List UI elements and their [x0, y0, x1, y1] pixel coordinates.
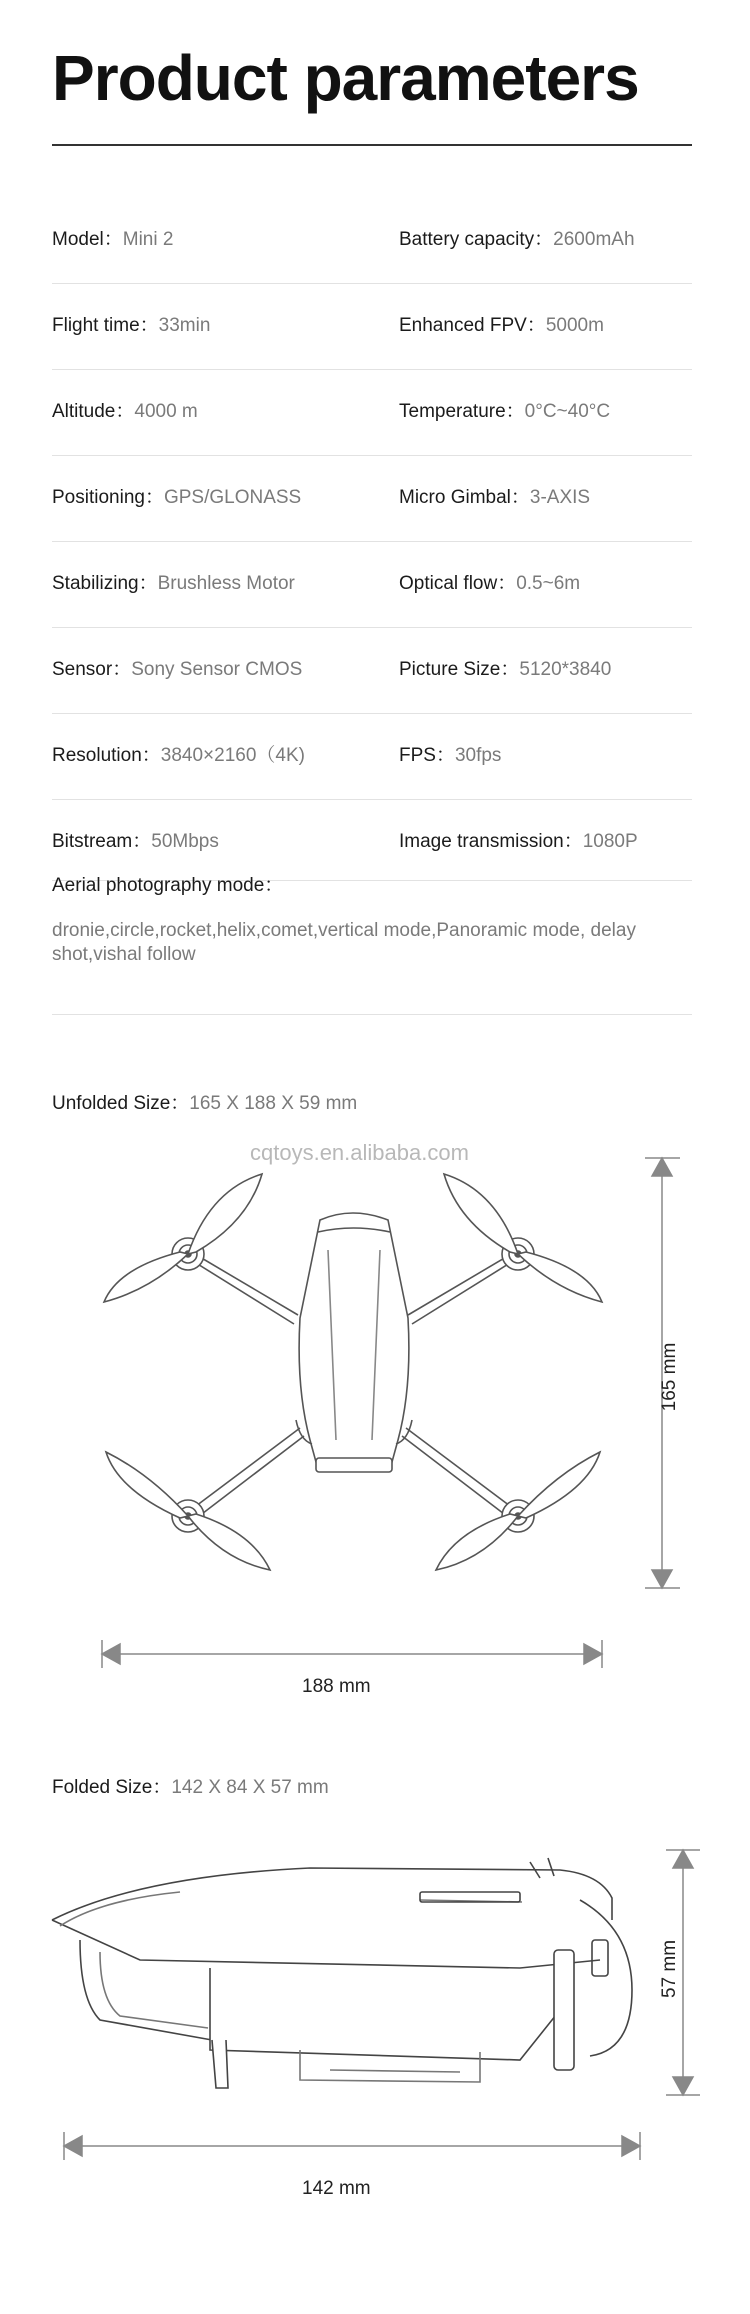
- spec-item: [52, 826, 219, 853]
- aerial-modes: [52, 870, 692, 967]
- spec-label: Model：: [52, 229, 123, 250]
- title-divider: [52, 144, 692, 146]
- aerial-modes-list: dronie,circle,rocket,helix,comet,vertical mode,Panoramic mode, delay shot,vishal follow: [52, 920, 636, 965]
- folded-width-label: 142 mm: [302, 2178, 371, 2199]
- propeller: [188, 1174, 262, 1254]
- spec-item: [399, 310, 604, 337]
- folded-size: [52, 1772, 329, 1799]
- folded-drone-drawing: [0, 1840, 750, 2170]
- watermark: cqtoys.en.alibaba.com: [250, 1140, 469, 1165]
- spec-item: [399, 224, 635, 251]
- drone-rear-panel: [316, 1458, 392, 1472]
- spec-row: [52, 284, 692, 370]
- spec-value: 1080P: [582, 831, 638, 852]
- spec-table: [52, 198, 692, 881]
- folded-body-top: [52, 1868, 612, 1920]
- spec-label: FPS：: [399, 745, 455, 766]
- spec-label: Picture Size：: [399, 659, 520, 680]
- camera-gimbal: [592, 1940, 608, 1976]
- spec-label: Stabilizing：: [52, 573, 158, 594]
- spec-value: 5120*3840: [519, 659, 612, 680]
- spec-value: 5000m: [545, 315, 604, 336]
- propeller: [436, 1514, 518, 1570]
- spec-item: [399, 568, 580, 595]
- spec-label: Resolution：: [52, 745, 161, 766]
- spec-label: Battery capacity：: [399, 229, 554, 250]
- spec-label: Positioning：: [52, 487, 164, 508]
- propeller: [518, 1252, 602, 1302]
- unfolded-width-label: 188 mm: [302, 1676, 371, 1697]
- spec-item: [52, 740, 305, 767]
- spec-item: [52, 654, 302, 681]
- unfolded-size: [52, 1088, 357, 1115]
- spec-row: [52, 542, 692, 628]
- unfolded-height-label: 165 mm: [659, 1342, 680, 1412]
- spec-label: Temperature：: [399, 401, 525, 422]
- spec-value: 33min: [158, 315, 211, 336]
- folded-height-label: 57 mm: [659, 1939, 680, 1999]
- spec-row: [52, 800, 692, 881]
- spec-value: 0°C~40°C: [524, 401, 611, 422]
- spec-label: Micro Gimbal：: [399, 487, 530, 508]
- spec-item: [52, 568, 295, 595]
- spec-label: Altitude：: [52, 401, 135, 422]
- spec-item: [399, 396, 610, 423]
- spec-value: 0.5~6m: [516, 573, 581, 594]
- propeller: [188, 1514, 270, 1570]
- aerial-modes-label: Aerial photography mode：: [52, 875, 284, 896]
- propeller: [444, 1174, 518, 1254]
- spec-label: Image transmission：: [399, 831, 583, 852]
- spec-value: 2600mAh: [553, 229, 635, 250]
- landing-leg-rear: [212, 2040, 228, 2088]
- unfolded-drone-drawing: [0, 1140, 750, 1700]
- spec-row: [52, 628, 692, 714]
- spec-item: [52, 482, 301, 509]
- spec-item: [52, 396, 198, 423]
- section-divider: [52, 1014, 692, 1015]
- landing-leg-front: [554, 1950, 574, 2070]
- spec-label: Flight time：: [52, 315, 159, 336]
- spec-label: Optical flow：: [399, 573, 517, 594]
- spec-value: 3840×2160（4K): [160, 745, 305, 766]
- propeller: [106, 1452, 188, 1518]
- spec-row: [52, 456, 692, 542]
- propeller: [104, 1252, 188, 1302]
- spec-value: 3-AXIS: [529, 487, 591, 508]
- spec-row: [52, 714, 692, 800]
- spec-value: GPS/GLONASS: [163, 487, 302, 508]
- spec-item: [52, 224, 173, 251]
- spec-value: 50Mbps: [151, 831, 219, 852]
- folded-nose: [580, 1900, 632, 2056]
- page-title: Product parameters: [52, 42, 639, 114]
- spec-item: [399, 654, 611, 681]
- folded-size-label: Folded Size：: [52, 1777, 172, 1798]
- folded-body-side: [210, 1968, 560, 2060]
- drone-body: [299, 1213, 409, 1462]
- spec-row: [52, 370, 692, 456]
- spec-value: 30fps: [454, 745, 502, 766]
- spec-value: Mini 2: [122, 229, 174, 250]
- spec-value: Sony Sensor CMOS: [131, 659, 303, 680]
- spec-value: Brushless Motor: [157, 573, 295, 594]
- folded-size-value: 142 X 84 X 57 mm: [171, 1777, 329, 1798]
- arm-front-right: [408, 1250, 518, 1315]
- arm-rear-right: [406, 1428, 518, 1512]
- unfolded-size-label: Unfolded Size：: [52, 1093, 190, 1114]
- spec-item: [52, 310, 210, 337]
- unfolded-size-value: 165 X 188 X 59 mm: [189, 1093, 358, 1114]
- arm-front-left: [188, 1250, 298, 1315]
- spec-row: [52, 198, 692, 284]
- spec-item: [399, 482, 590, 509]
- spec-label: Enhanced FPV：: [399, 315, 546, 336]
- propeller: [518, 1452, 600, 1518]
- spec-item: [399, 826, 638, 853]
- spec-label: Sensor：: [52, 659, 132, 680]
- spec-value: 4000 m: [134, 401, 198, 422]
- arm-rear-left: [188, 1428, 300, 1512]
- spec-label: Bitstream：: [52, 831, 152, 852]
- spec-item: [399, 740, 501, 767]
